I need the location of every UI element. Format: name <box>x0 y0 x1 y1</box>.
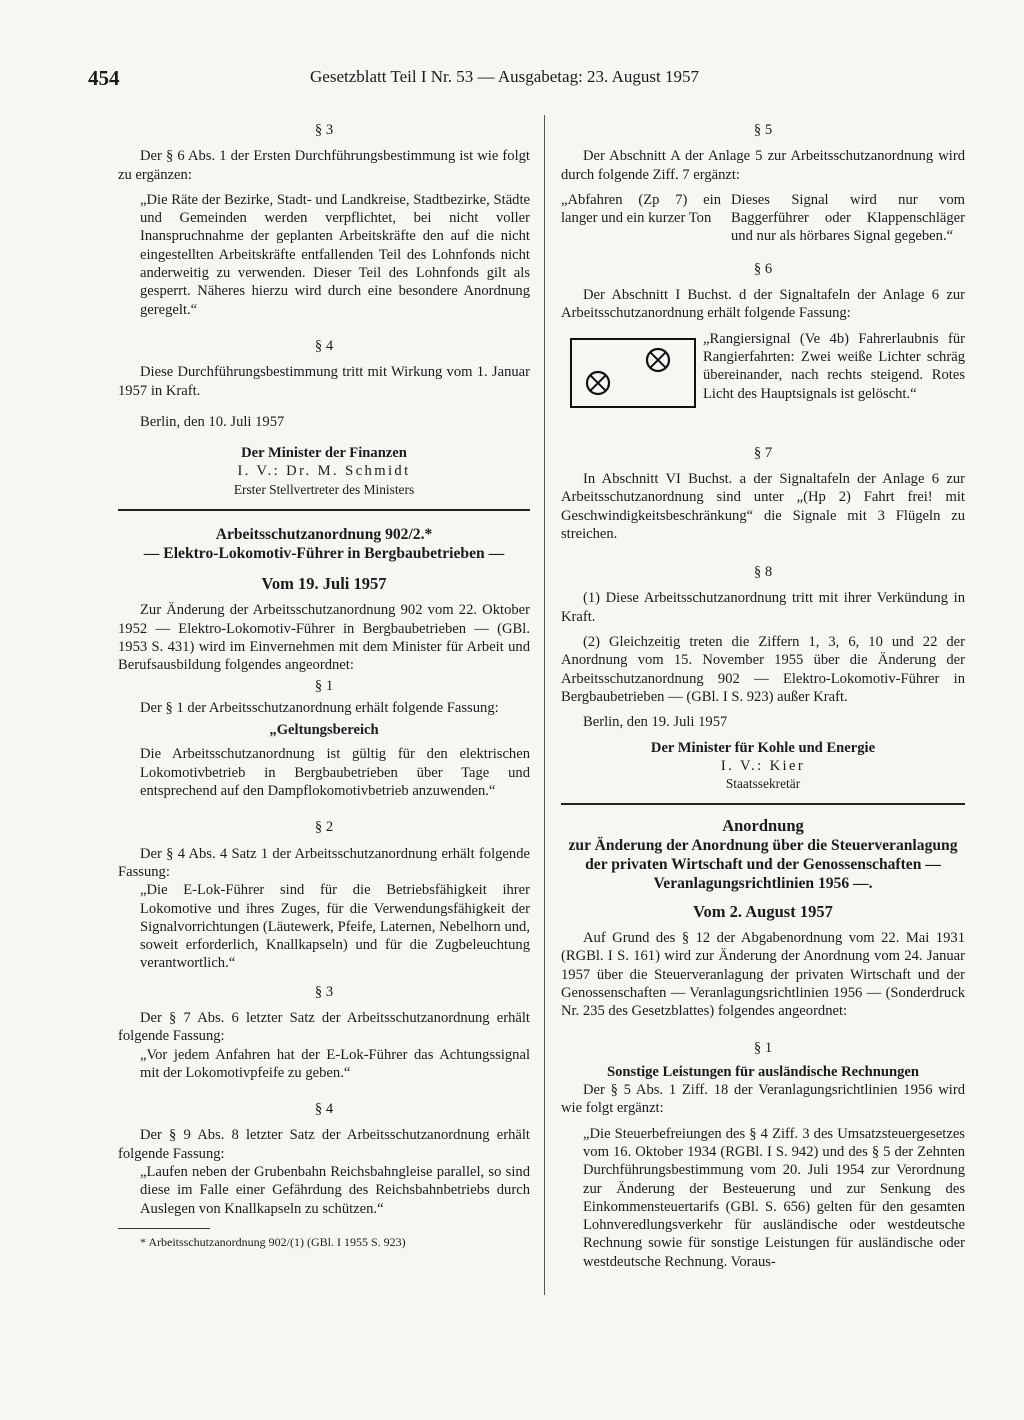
signal-light-upper-icon <box>647 349 669 371</box>
signal-description: Dieses Signal wird nur vom Baggerführer oder Klappenschläger und nur als hörbares Signal gegeben.“ <box>731 191 965 245</box>
minister-title: Der Minister der Finanzen <box>241 445 407 462</box>
signature: I. V.: Kier <box>720 757 806 774</box>
paragraph: In Abschnitt VI Buchst. a der Signaltafeln der Anlage 6 zur Arbeitsschutzanordnung sind unter „(Hp 2) Fahrt frei! mit Geschwindigkeitsbeschränkung“ die Signale mit 3 Flügeln zu streichen. <box>561 470 965 542</box>
paragraph: Der § 4 Abs. 4 Satz 1 der Arbeitsschutzanordnung erhält folgende Fassung: <box>118 845 530 880</box>
column-divider <box>544 115 545 1295</box>
section-rule <box>118 509 530 511</box>
paragraph: Auf Grund des § 12 der Abgabenordnung vom 22. Mai 1931 (RGBl. I S. 161) wird zur Änderung der Anordnung vom 24. Januar 1957 über die Steuerveranlagung der privaten Wirtschaft und der Genossenschaften — Veranlagungsrichtlinien 1956 — (Sonderdruck Nr. 235 des Gesetzblattes) folgendes angeordnet: <box>561 930 965 1020</box>
section-heading: § 3 <box>314 983 334 1000</box>
rangier-signal-icon <box>570 338 696 408</box>
paragraph: (2) Gleichzeitig treten die Ziffern 1, 3, 6, 10 und 22 der Anordnung vom 15. November 1955 über die Änderung der Arbeitsschutzanordnung 902 — Elektro-Lokomotiv-Führer in Bergbaubetrieben — (GBl. I S. 923) außer Kraft. <box>561 634 965 705</box>
section-heading: § 2 <box>314 819 334 836</box>
rangier-signal-block <box>561 330 965 432</box>
section-heading: § 1 <box>753 1039 773 1056</box>
quoted-text: „Die Räte der Bezirke, Stadt- und Landkreise, Stadtbezirke, Städte und Gemeinden werden verpflichtet, bei nicht voller Inanspruchnahme der geplanten Arbeitskräfte den auf die nicht eingestellten Arbeitskräfte entfallenden Teil des Lohnfonds nicht anderweitig zu verwenden. Dieser Teil des Lohnfonds gilt als gesperrt. Näheres hierzu wird durch eine besondere Anordnung geregelt.“ <box>140 191 530 318</box>
minister-title: Der Minister für Kohle und Energie <box>650 739 876 756</box>
signature-role: Erster Stellvertreter des Ministers <box>233 481 415 497</box>
section-heading: § 1 <box>314 677 334 694</box>
paragraph: Der § 6 Abs. 1 der Ersten Durchführungsbestimmung ist wie folgt zu ergänzen: <box>118 148 530 183</box>
footnote: * Arbeitsschutzanordnung 902/(1) (GBl. I 1955 S. 923) <box>140 1234 406 1249</box>
page-number: 454 <box>88 66 120 90</box>
signature-role: Staatssekretär <box>725 776 801 792</box>
quoted-text: Die Arbeitsschutzanordnung ist gültig für den elektrischen Lokomotivbetrieb in Bergbaubetrieben über Tage und entsprechend auf den Dampflokomotivbetrieb anzuwenden.“ <box>140 746 530 800</box>
ordinance-date: Vom 19. Juli 1957 <box>261 574 387 594</box>
signal-name: „Abfahren (Zp 7) ein langer und ein kurzer Ton <box>561 191 721 227</box>
paragraph: Der § 5 Abs. 1 Ziff. 18 der Veranlagungsrichtlinien 1956 wird wie folgt ergänzt: <box>561 1082 965 1117</box>
page-header <box>88 66 768 90</box>
paragraph: Der § 7 Abs. 6 letzter Satz der Arbeitsschutzanordnung erhält folgende Fassung: <box>118 1009 530 1045</box>
section-heading: § 6 <box>753 260 773 277</box>
quoted-text: „Vor jedem Anfahren hat der E-Lok-Führer das Achtungssignal mit der Lokomotivpfeife zu geben.“ <box>140 1046 530 1081</box>
signal-light-lower-icon <box>587 372 609 394</box>
subtitle: Sonstige Leistungen für ausländische Rechnungen <box>607 1063 919 1080</box>
section-heading: § 4 <box>314 1101 334 1118</box>
header-title: Gesetzblatt Teil I Nr. 53 — Ausgabetag: 23. August 1957 <box>310 67 699 86</box>
left-column <box>118 112 530 1250</box>
signal-description: „Rangiersignal (Ve 4b) Fahrerlaubnis für Rangierfahrten: Zwei weiße Lichter schräg übereinander, nach rechts steigend. Rotes Licht des Hauptsignals ist gelöscht.“ <box>703 330 965 402</box>
place-date: Berlin, den 19. Juli 1957 <box>583 714 728 731</box>
section-rule <box>561 803 965 805</box>
signal-table <box>561 191 965 246</box>
ordinance-subtitle: zur Änderung der Anordnung über die Steuerveranlagung der privaten Wirtschaft und der Genossenschaften — Veranlagungsrichtlinien 1956 —. <box>568 836 958 892</box>
paragraph: Der § 1 der Arbeitsschutzanordnung erhält folgende Fassung: <box>140 699 499 716</box>
footnote-rule <box>118 1228 210 1229</box>
paragraph: Diese Durchführungsbestimmung tritt mit Wirkung vom 1. Januar 1957 in Kraft. <box>118 364 530 399</box>
paragraph: Der Abschnitt A der Anlage 5 zur Arbeitsschutzanordnung wird durch folgende Ziff. 7 ergänzt: <box>561 148 965 183</box>
section-heading: § 5 <box>753 122 773 138</box>
ordinance-date: Vom 2. August 1957 <box>693 901 833 921</box>
quoted-text: „Laufen neben der Grubenbahn Reichsbahngleise parallel, so sind diese im Falle einer Gefährdung des Reichsbahnbetriebs durch Auslegen von Knallkapseln zu schützen.“ <box>140 1164 530 1217</box>
place-date: Berlin, den 10. Juli 1957 <box>140 413 285 430</box>
signature: I. V.: Dr. M. Schmidt <box>237 463 411 480</box>
section-heading: § 4 <box>314 337 334 354</box>
quoted-text: „Die Steuerbefreiungen des § 4 Ziff. 3 des Umsatzsteuergesetzes vom 16. Oktober 1934 (RGBl. I S. 942) und des § 5 der Zehnten Durchführungsbestimmung vom 20. Juli 1954 zur Verordnung zur Änderung der Besteuerung und zur Senkung des Einkommensteuertarifs (GBl. S. 656) gelten für den gesamten Lohnveredlungsverkehr für ausländische oder westdeutsche Rechnung sowie für sonstige Leistungen für ausländische oder westdeutsche Rechnung. Voraus- <box>583 1125 965 1270</box>
paragraph: Der Abschnitt I Buchst. d der Signaltafeln der Anlage 6 zur Arbeitsschutzanordnung erhält folgende Fassung: <box>561 287 965 322</box>
quoted-text: „Die E-Lok-Führer sind für die Betriebsfähigkeit ihrer Lokomotive und ihres Zuges, für die Verwendungsfähigkeit der Signalvorrichtungen (Läutewerk, Pfeife, Laternen, Nebelhorn und, soweit erforderlich, Knallkapseln) und für die Zugbeleuchtung verantwortlich.“ <box>140 882 530 972</box>
paragraph: Der § 9 Abs. 8 letzter Satz der Arbeitsschutzanordnung erhält folgende Fassung: <box>118 1127 530 1162</box>
ordinance-title: Anordnung <box>722 816 804 836</box>
ordinance-title: Arbeitsschutzanordnung 902/2.* <box>215 526 433 544</box>
ordinance-subtitle: — Elektro-Lokomotiv-Führer in Bergbaubetrieben — <box>143 545 505 563</box>
paragraph: (1) Diese Arbeitsschutzanordnung tritt mit ihrer Verkündung in Kraft. <box>561 590 965 625</box>
subtitle: „Geltungsbereich <box>269 722 379 739</box>
section-heading: § 3 <box>314 122 334 138</box>
paragraph: Zur Änderung der Arbeitsschutzanordnung 902 vom 22. Oktober 1952 — Elektro-Lokomotiv-Führer in Bergbaubetrieben — (GBl. 1953 S. 431) wird im Einvernehmen mit dem Minister für Arbeit und Berufsausbildung folgendes angeordnet: <box>118 602 530 674</box>
section-heading: § 8 <box>753 564 773 581</box>
section-heading: § 7 <box>753 444 773 461</box>
right-column <box>561 112 965 1271</box>
